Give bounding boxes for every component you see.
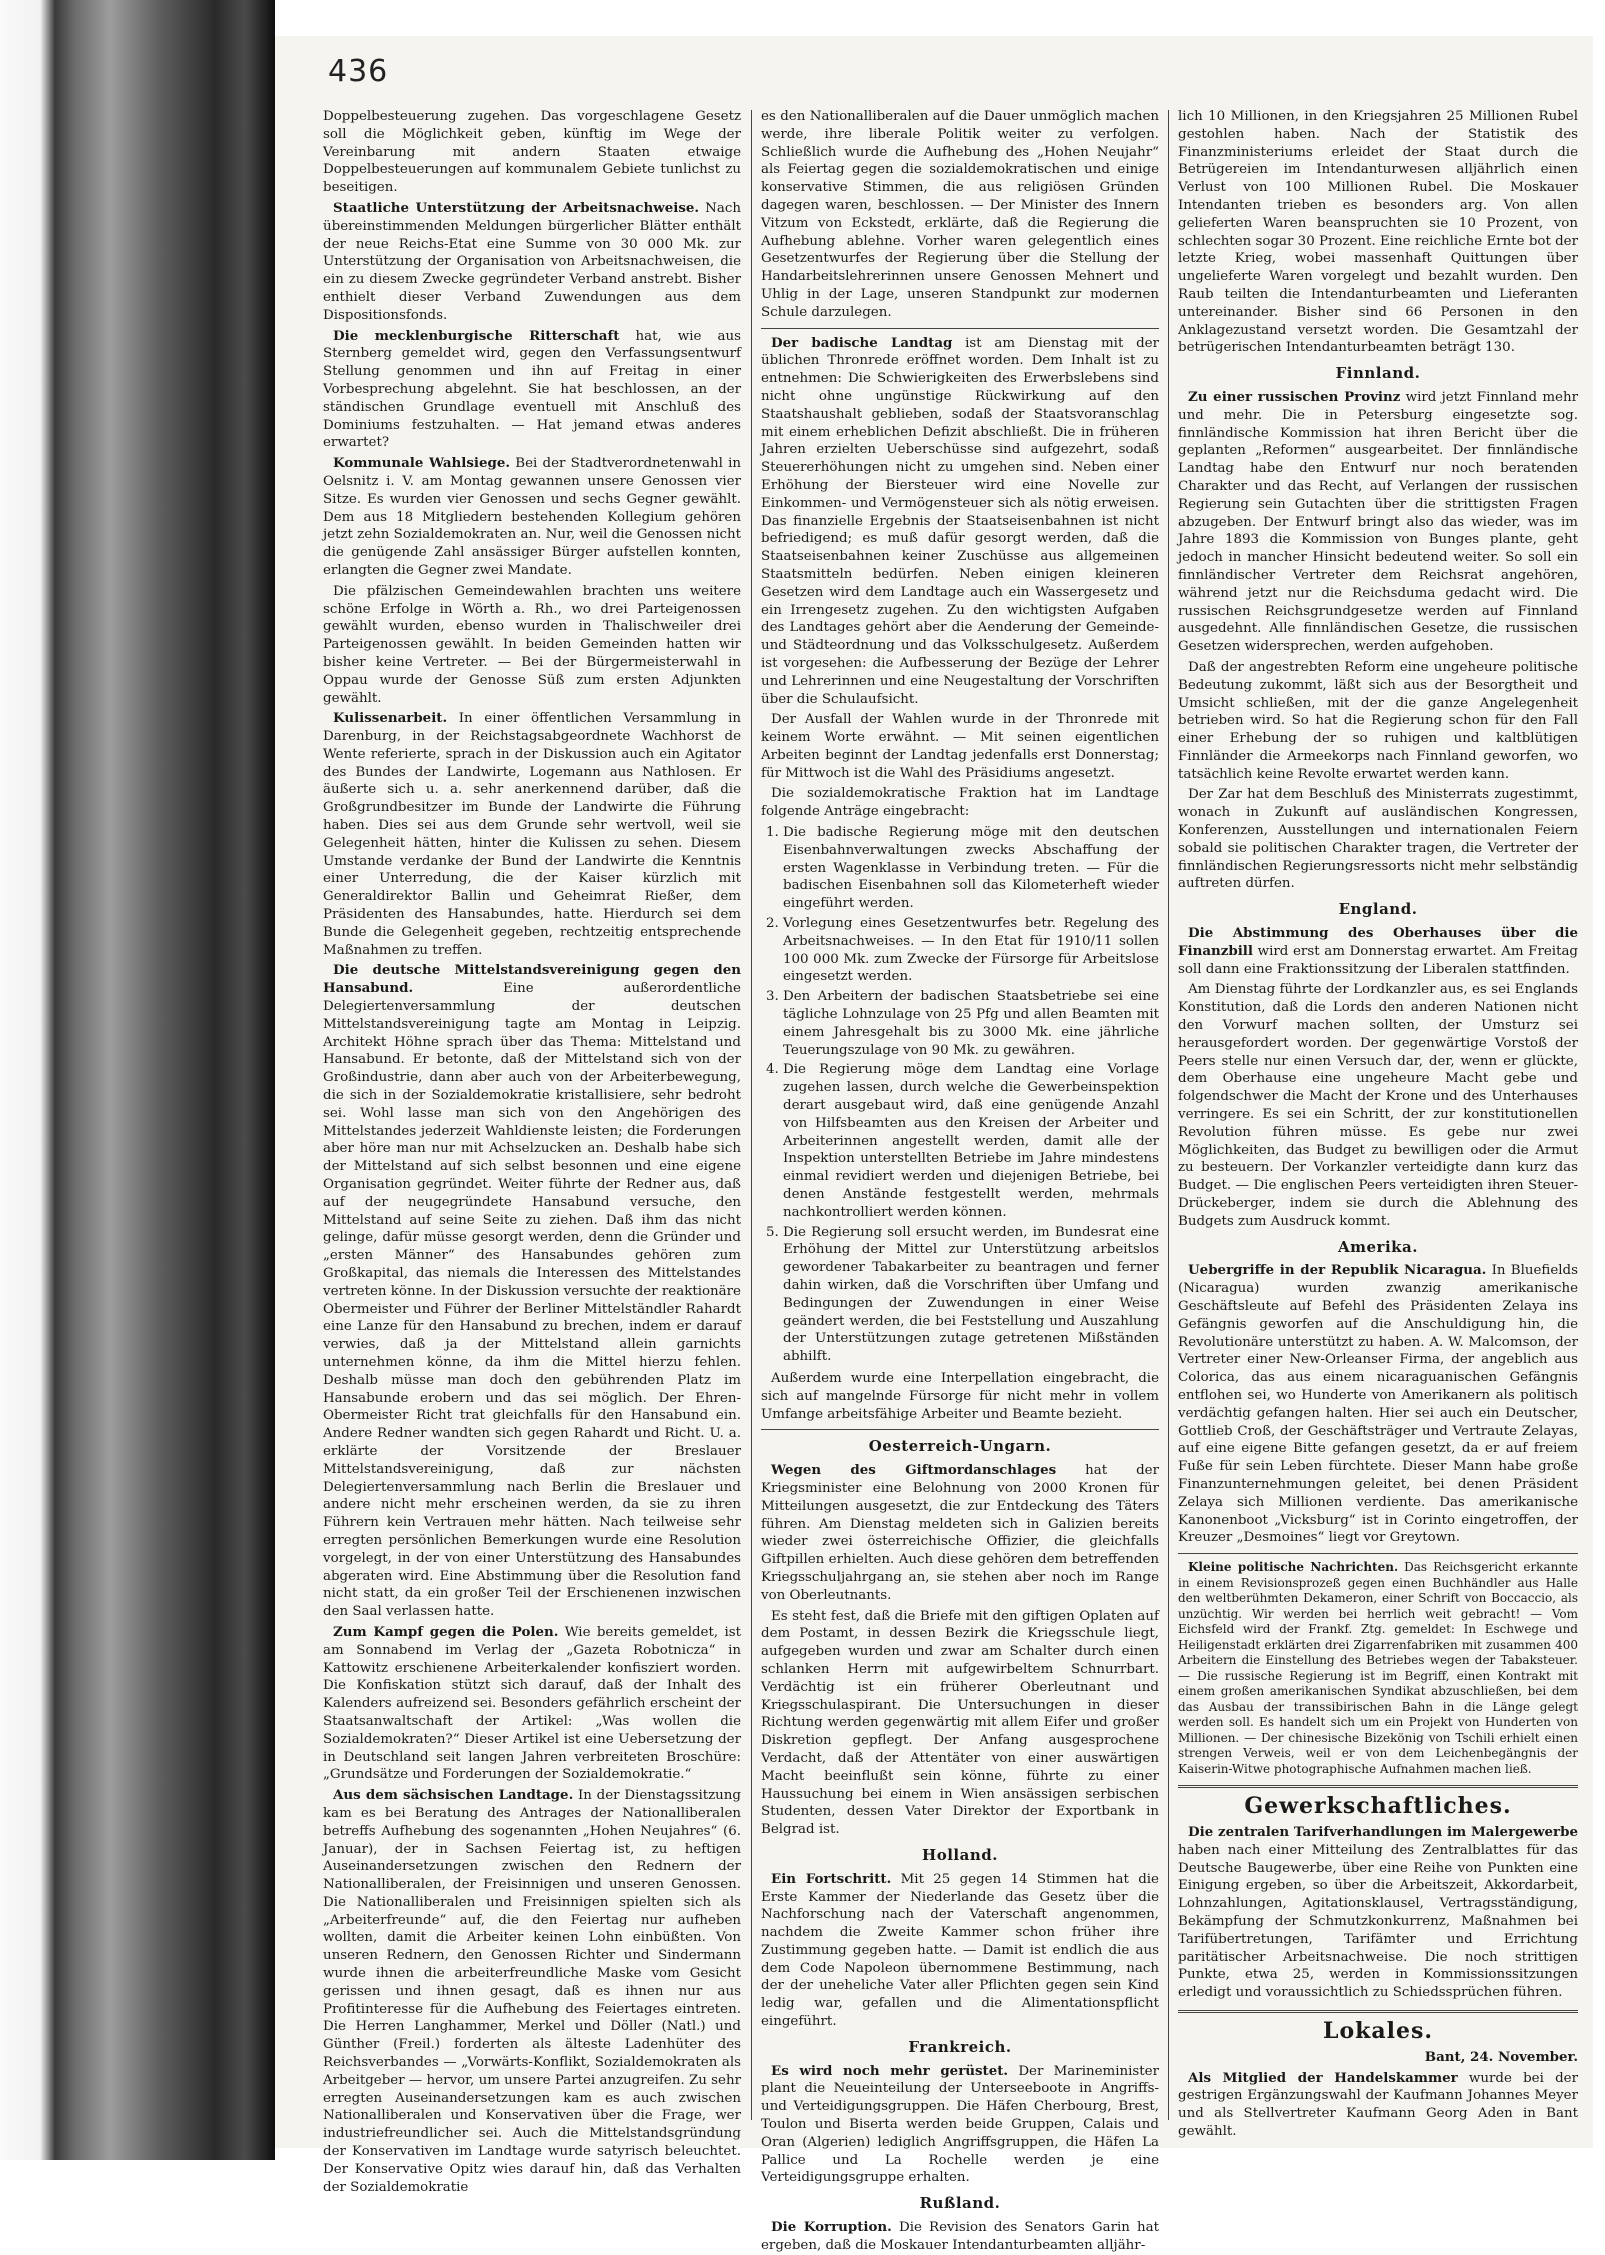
article [1178,1560,1578,1777]
article [323,1624,741,1784]
divider [1178,1553,1578,1554]
divider [1178,1785,1578,1788]
article-heading: Aus dem sächsischen Landtage. [333,1787,574,1804]
article-text: Die pfälzischen Gemeindewahlen brachten uns weitere schöne Erfolge in Wörth a. Rh., wo drei Parteigenossen gewählt wurden, ebenso wurden in Thalischweiler drei Parteigenossen gewählt. In beiden Gemeinden hatten wir bisher keine Vertreter. — Bei der Bürgermeisterwahl in Oppau wurde der Genosse Süß zum ersten Adjunkten gewählt. [323,583,741,706]
list-item: 3. Den Arbeitern der badischen Staatsbetriebe sei eine tägliche Lohnzulage von 25 Pfg und allen Beamten mit einem Jahresgehalt bis zu 3000 Mk. eine jährliche Teuerungszulage von 90 Mk. zu gewähren. [783,988,1159,1059]
column-3 [1178,108,1578,2138]
motion-list [761,824,1159,1366]
article-text: Bei der Stadtverordnetenwahl in Oelsnitz i. V. am Montag gewannen unsere Genossen vier Sitze. Es wurden vier Genossen und sechs Gegner gewählt. Dem aus 18 Mitgliedern bestehenden Kollegium gehören jetzt zehn Sozialdemokraten an. Nur, weil die Genossen nicht die genügende Zahl ansässiger Bürger aufstellen konnten, erlangten die Gegner zwei Mandate. [323,456,741,578]
article-text: wird jetzt Finnland mehr und mehr. Die in Petersburg eingesetzte sog. finnländische Kommission hat ihren Bericht über die geplanten „Reformen“ ausgearbeitet. Der finnländische Landtag habe den Entwurf nur noch beratenden Charakter und das Recht, auf Verlangen der russischen Regierung sein Gutachten über die strittigsten Fragen abzugeben. Der Entwurf bringt also das wieder, was im Jahre 1893 die Kommission von Bunges plante, geht jedoch in mancher Hinsicht bedeutend weiter. So soll ein finnländischer Vertreter dem Reichsrat angehören, während jetzt nur die Reichsduma gedacht wird. Die russischen Reichsgrundgesetze werden auf Finnland ausgedehnt. Alle finnländischen Gesetze, die russischen Gesetzen widersprechen, werden aufgehoben. [1178,389,1578,655]
page-number: 436 [328,54,389,89]
column-1 [323,108,741,2195]
article-text: Nach übereinstimmenden Meldungen bürgerlicher Blätter enthält der neue Reichs-Etat eine Summe von 30 000 Mk. zur Unterstützung der Organisation von Arbeitsnachweisen, die ein zu diesem Zwecke gegründeter Verband anstrebt. Bisher enthielt dieser Verband Zuwendungen aus dem Dispositionsfonds. [323,200,741,323]
divider [1178,2010,1578,2013]
article [1178,1824,1578,2002]
article-text: Mit 25 gegen 14 Stimmen hat die Erste Kammer der Niederlande das Gesetz über die Nachforschung nach der Vaterschaft angenommen, nachdem die Zweite Kammer schon früher ihre Zustimmung gegeben hatte. — Damit ist endlich die aus dem Code Napoleon übernommene Bestimmung, nach der der uneheliche Vater aller Pflichten gegen sein Kind ledig war, gefallen und die Alimentationspflicht eingeführt. [761,1871,1159,2030]
article-heading: Wegen des Giftmordanschlages [771,1462,1057,1479]
newspaper-page [275,36,1593,2253]
list-item: 1. Die badische Regierung möge mit den deutschen Eisenbahnverwaltungen zwecks Abschaffung der ersten Wagenklasse in Verbindung treten. — Für die badischen Eisenbahnen soll das Kilometerheft wieder eingeführt werden. [783,824,1159,913]
column-rule [751,110,752,2120]
article-text: Doppelbesteuerung zugehen. Das vorgeschlagene Gesetz soll die Möglichkeit geben, künftig im Wege der Vereinbarung mit andern Staaten etwaige Doppelbesteuerungen auf kommunalem Gebiete tunlichst zu beseitigen. [323,109,741,196]
section-heading: Finnland. [1335,364,1421,383]
article-text: es den Nationalliberalen auf die Dauer unmöglich machen werde, ihre liberale Politik weiter zu verfolgen. Schließlich wurde die Aufhebung des „Hohen Neujahr“ als Feiertag gegen die sozialdemokratischen und einige konservative Stimmen, die aus religiösen Gründen dagegen waren, beschlossen. — Der Minister des Innern Vitzum von Eckstedt, erklärte, daß die Regierung die Aufhebung ablehne. Vorher waren gelegentlich eines Gesetzentwurfes der Regierung über die Stellung der Handarbeitslehrerinnen unsere Genossen Mehnert und Uhlig in der Lage, unseren Standpunkt zur modernen Schule darzulegen. [761,109,1159,320]
article [1178,2070,1578,2141]
article [761,2063,1159,2188]
article [1178,389,1578,656]
section-heading: England. [1338,900,1418,919]
article [761,1871,1159,2031]
list-item: 2. Vorlegung eines Gesetzentwurfes betr. Regelung des Arbeitsnachweises. — In den Etat für 1910/11 sollen 100 000 Mk. zum Zwecke der Fürsorge für Arbeitslose eingesetzt werden. [783,915,1159,986]
article [323,200,741,325]
article-text: wird erst am Donnerstag erwartet. Am Freitag soll dann eine Fraktionssitzung der Liberalen stattfinden. [1178,943,1578,977]
article-heading: Ein Fortschritt. [771,1870,892,1887]
section-heading: Holland. [922,1845,998,1864]
article-text: wurde bei der gestrigen Ergänzungswahl der Kaufmann Johannes Meyer und als Stellvertreter Kaufmann Georg Aden in Bant gewählt. [1178,2070,1578,2139]
article-heading: Als Mitglied der Handelskammer [1188,2069,1458,2086]
article-heading: Die mecklenburgische Ritterschaft [333,327,620,344]
article-text: Wie bereits gemeldet, ist am Sonnabend im Verlag der „Gazeta Robotnicza“ in Kattowitz erschienene Arbeiterkalender konfisziert worden. Die Konfiskation stützt sich darauf, daß der Inhalt des Kalenders aufreizend sei. Besonders gefährlich erscheint der Staatsanwaltschaft der Artikel: „Was wollen die Sozialdemokraten?“ Dieser Artikel ist eine Uebersetzung der in Deutschland seit langen Jahren verbreiteten Broschüre: „Grundsätze und Forderungen der Sozialdemokratie.“ [323,1624,741,1783]
article-heading: Die Abstimmung des Oberhauses über die Finanzbill [1178,925,1578,959]
section-heading: Frankreich. [908,2037,1012,2056]
article-text: Am Dienstag führte der Lordkanzler aus, es sei Englands Konstitution, daß die Lords den anderen Nationen nicht den Vorwurf machen sollten, der Umsturz sei herausgefordert worden. Der gegenwärtige Vorstoß der Peers stelle nur einen Versuch dar, der, wenn er glückte, dem Oberhause eine ungeheure Macht gebe und folgendschwer die Macht der Krone und des Unterhauses verringere. Es sei ein Schritt, der zur konstitutionellen Revolution führen müsse. Es gebe nur zwei Möglichkeiten, das Budget zu bewilligen oder die Armut zu besteuern. Der Vorkanzler verteidigte dann kurz das Budget. — Die englischen Peers verteidigten ihren Steuer-Drückeberger, indem sie durch die Ablehnung des Budgets zum Ausdruck kommt. [1178,982,1578,1229]
article-heading: Der badische Landtag [771,334,953,351]
article [323,962,741,1620]
article-heading: Kulissenarbeit. [333,710,448,727]
article-heading: Die zentralen Tarifverhandlungen im Malergewerbe [1188,1823,1578,1840]
article-text: lich 10 Millionen, in den Kriegsjahren 25 Millionen Rubel gestohlen haben. Nach der Statistik des Finanzministeriums erleidet der Staat durch die Betrügereien im Intendanturwesen alljährlich einen Verlust von 100 Millionen Rubel. Die Moskauer Intendanten trieben es besonders arg. Von allen gelieferten Waren beanspruchten sie 10 Prozent, von schlechten sogar 30 Prozent. Eine reichliche Ernte bot der letzte Krieg, wobei massenhaft Quittungen über ungelieferte Waren vorgelegt und bezahlt wurden. Den Raub teilten die Intendanturbeamten und Lieferanten untereinander. Bisher sind 66 Personen in den Anklagezustand versetzt worden. Die Gesamtzahl der betrügerischen Intendanturbeamten beträgt 130. [1178,109,1578,356]
article [761,1462,1159,1604]
article-heading: Die Korruption. [771,2219,892,2236]
article [1178,925,1578,978]
column-2 [761,108,1159,2253]
article-heading: Kommunale Wahlsiege. [333,455,511,472]
article-text: Der Marineminister plant die Neueinteilung der Unterseeboote in Angriffs- und Verteidigungsgruppen. Die Häfen Cherbourg, Brest, Toulon und Biserta werden beide Gruppen, Calais und Oran (Algerien) lediglich Angriffsgruppen, die Häfen La Pallice und La Rochelle werden je eine Verteidigungsgruppe erhalten. [761,2063,1159,2186]
section-heading: Amerika. [1338,1237,1418,1256]
column-rule [1168,110,1169,2120]
article-text: Eine außerordentliche Delegiertenversammlung der deutschen Mittelstandsvereinigung tagte am Montag in Leipzig. Architekt Höhne sprach über das Thema: Mittelstand und Hansabund. Er betonte, daß der Mittelstand sich von der Großindustrie, dann aber auch von der Arbeiterbewegung, die sich in der Sozialdemokratie kristallisiere, sehr bedroht sei. Wohl lasse man sich von den Angehörigen des Mittelstandes jederzeit Wahldienste leisten; die Forderungen aber höre man nur mit Achselzucken an. Deshalb habe sich der Mittelstand auf sich selbst besonnen und eine eigene Organisation gegründet. Weiter führte der Redner aus, daß auf der neugegründete Hansabund versuche, den Mittelstand auf seine Seite zu ziehen. Daß ihm das nicht gelinge, dafür müsse gesorgt werden, denn die Gründer und „ersten Männer“ des Hansabundes gehören zum Großkapital, das niemals die Interessen des Mittelstandes vertreten könne. In der Diskussion versuchte der reaktionäre Obermeister und Führer der Berliner Mittelständler Rahardt eine Lanze für den Hansabund zu brechen, indem er darauf verwies, daß ja der Mittelstand allein garnichts unternehmen könne, da ihm die Mittel hierzu fehlen. Deshalb müsse man doch den gebührenden Platz im Hansabunde erobern und das sei möglich. Der Ehren-Obermeister Richt trat gleichfalls für den Hansabund ein. Andere Redner wandten sich gegen Rahardt und Richt. U. a. erklärte der Vorsitzende der Breslauer Mittelstandsvereinigung, daß zur nächsten Delegiertenversammlung nach Berlin die Breslauer und andere nicht mehr erscheinen werden, da sie zu ihren Führern kein Vertrauen mehr hätten. Nach teilweise sehr erregten persönlichen Bemerkungen wurde eine Resolution vorgelegt, in der von einer Unterstützung des Hansabundes abgeraten wird. Eine Abstimmung über die Resolution fand nicht statt, da ein großer Teil der Erschienenen inzwischen den Saal verlassen hatte. [323,981,741,1620]
article-text: Außerdem wurde eine Interpellation eingebracht, die sich auf mangelnde Fürsorge für nicht mehr in vollem Umfange arbeitsfähige Arbeiter und Beamte bezieht. [761,1370,1159,1422]
article-heading: Kleine politische Nachrichten. [1188,1560,1399,1575]
book-spine [0,0,275,2160]
article-text: In der Dienstagssitzung kam es bei Beratung des Antrages der Nationalliberalen betreffs Aufhebung des sogenannten „Hohen Neujahres“ (6. Januar), der in Sachsen Feiertag ist, zu heftigen Auseinandersetzungen zwischen den Rednern der Nationalliberalen, der Freisinnigen und unseren Genossen. Die Nationalliberalen und Freisinnigen spielten sich als „Arbeiterfreunde“ auf, die den Feiertag nur aufheben wollten, damit die Arbeiter keinen Lohn einbüßten. Von unseren Rednern, den Genossen Richter und Sindermann wurde ihnen die arbeiterfreundliche Maske vom Gesicht gerissen und ihnen gesagt, daß es ihnen nur aus Profitinteresse für die Aufhebung des Feiertages eintreten. Die Herren Langhammer, Merkel und Döller (Natl.) und Günther (Freil.) forderten als älteste Ladenhüter des Reichsverbandes — „Vorwärts-Konflikt, Sozialdemokraten als Arbeitgeber — hervor, um unsere Partei anzugreifen. Zu sehr erregten Auseinandersetzungen kam es auch zwischen Nationalliberalen und Konservativen über die Frage, wer industriefreundlicher sei. Auch die Mittelstandsgründung der Konservativen im Landtage wurde satyrisch beleuchtet. Der Konservative Opitz wies darauf hin, daß das Verhalten der Sozialdemokratie [323,1788,741,2195]
article-text: Der Ausfall der Wahlen wurde in der Thronrede mit keinem Worte erwähnt. — Mit seinen eigentlichen Arbeiten beginnt der Landtag jedenfalls erst Donnerstag; für Mittwoch ist die Wahl des Präsidiums angesetzt. [761,712,1159,781]
article-heading: Staatliche Unterstützung der Arbeitsnachweise. [333,199,700,216]
article-heading: Zu einer russischen Provinz [1188,388,1401,405]
article-text: Die sozialdemokratische Fraktion hat im Landtage folgende Anträge eingebracht: [761,786,1159,820]
list-item: 5. Die Regierung soll ersucht werden, im Bundesrat eine Erhöhung der Mittel zur Unterstützung arbeitslos gewordener Tabakarbeiter zu beantragen und ferner dahin wirken, daß die Vorschriften über Umfang und Bedingungen der Zuwendungen in einer Weise geändert werden, die bei Feststellung und Auszahlung der Unterstützungen zutage getretenen Mißständen abhilft. [783,1224,1159,1366]
article-text: Das Reichsgericht erkannte in einem Revisionsprozeß gegen einen Buchhändler aus Halle den weltberühmten Dekameron, einer Schrift von Boccaccio, als unzüchtig. Wir werden bei herrlich weit gebracht! — Vom Eichsfeld wird der Frankf. Ztg. gemeldet: In Eschwege und Heiligenstadt erklärten drei Zigarrenfabriken mit zusammen 400 Arbeitern die Einstellung des Betriebes wegen der Tabaksteuer. — Die russische Regierung ist im Begriff, einen Kontrakt mit einem großen amerikanischen Syndikat abzuschließen, bei dem das Ausbau der transsibirischen Bahn in die Länge gelegt werden soll. Es handelt sich um ein Projekt von Hunderten von Millionen. — Der chinesische Bizekönig von Tschili erhielt einen strengen Verweis, weil er von dem Leichenbegängnis der Kaiserin-Witwe photographische Aufnahmen machen ließ. [1178,1560,1578,1776]
section-heading: Gewerkschaftliches. [1244,1793,1512,1820]
article [761,335,1159,709]
article [761,2219,1159,2255]
article-text: hat, wie aus Sternberg gemeldet wird, gegen den Verfassungsentwurf Stellung genommen und ihn auf Freitag in einer Vorbesprechung abgelehnt. Sie hat beschlossen, an der ständischen Grundlage eventuell mit Anschluß des Dominiums festzuhalten. — Hat jemand etwas anderes erwartet? [323,328,741,451]
article-text: ist am Dienstag mit der üblichen Thronrede eröffnet worden. Dem Inhalt ist zu entnehmen: Die Schwierigkeiten des Erwerbslebens sind nicht ohne ungünstige Rückwirkung auf den Staatshaushalt geblieben, sodaß der Staatsvoranschlag mit einem erheblichen Defizit abschließt. Die in früheren Jahren erzielten Ueberschüsse sind aufgezehrt, sodaß Steuererhöhungen nicht zu umgehen sind. Neben einer Erhöhung der Biersteuer wird eine Novelle zur Einkommen- und Vermögensteuer sich als nötig erweisen. Das finanzielle Ergebnis der Staatseisenbahnen ist nicht befriedigend; es muß dafür gesorgt werden, daß die Staatseisenbahnen keiner Zuschüsse aus allgemeinen Staatsmitteln bedürfen. Neben einigen kleineren Gesetzen wird dem Landtage auch ein Wassergesetz und ein Irrengesetz zugehen. Zu den wichtigsten Aufgaben des Landtages gehört aber die Aenderung der Gemeinde- und Städteordnung und das Volksschulgesetz. Außerdem ist vorgesehen: die Aufbesserung der Bezüge der Lehrer und Lehrerinnen und eine Neugestaltung der Vorschriften über die Schulaufsicht. [761,335,1159,707]
article-text: haben nach einer Mitteilung des Zentralblattes für das Deutsche Baugewerbe, über eine Reihe von Punkten eine Einigung ergeben, so über die Arbeitszeit, Akkordarbeit, Lohnzahlungen, Agitationsklausel, Vertragsständigung, Bekämpfung der Schmutzkonkurrenz, Maßnahmen bei Tarifübertretungen, Tarifämter und Errichtung paritätischer Arbeitsnachweise. Die noch strittigen Punkte, etwa 25, werden in Kommissionssitzungen erledigt und voraussichtlich zu Schiedssprüchen führen. [1178,1842,1578,2001]
article [1178,1262,1578,1547]
divider [761,1429,1159,1430]
article-text: Die Revision des Senators Garin hat ergeben, daß die Moskauer Intendanturbeamten alljähr- [761,2220,1159,2253]
divider [761,328,1159,329]
article-text: Der Zar hat dem Beschluß des Ministerrats zugestimmt, wonach in Zukunft auf ausländischen Kongressen, Konferenzen, Ausstellungen und internationalen Feiern sobald sie politischen Charakter tragen, die Vertreter der finnländischen Regierungsressorts nicht mehr selbständig auftreten dürfen. [1178,787,1578,892]
article-heading: Uebergriffe in der Republik Nicaragua. [1188,1262,1487,1279]
article-text: hat der Kriegsminister eine Belohnung von 2000 Kronen für Mitteilungen ausgesetzt, die zur Entdeckung des Täters führen. Am Dienstag meldeten sich in Galizien bereits wieder zwei österreichische Offizier, die gleichfalls Giftpillen erhielten. Auch diese gehören dem betreffenden Kriegsschuljahrgang an, sie stehen aber noch im Range von Oberleutnants. [761,1463,1159,1603]
article [323,455,741,580]
section-heading: Lokales. [1322,2017,1434,2044]
article [323,1787,741,2196]
article-heading: Die deutsche Mittelstandsvereinigung gegen den Hansabund. [323,962,741,997]
dateline: Bant, 24. November. [1424,2048,1578,2065]
article [323,710,741,959]
article-text: Daß der angestrebten Reform eine ungeheure politische Bedeutung zukommt, läßt sich aus der Besorgtheit und Umsicht schließen, mit der die ganze Angelegenheit betrieben wird. So hat die Regierung schon für den Fall einer Erhebung der so ruhigen und kaltblütigen Finnländer die Armeekorps nach Finnland geworfen, wo tatsächlich keine Revolte erwartet werden kann. [1178,659,1578,782]
section-heading: Oesterreich-Ungarn. [868,1437,1052,1456]
article-text: In einer öffentlichen Versammlung in Darenburg, in der Reichstagsabgeordnete Wachhorst de Wente referierte, sprach in der Diskussion auch ein Agitator des Bundes der Landwirte, Logemann aus Nathlosen. Er äußerte sich u. a. sehr anerkennend darüber, daß die Großgrundbesitzer im Bunde der Landwirte die Führung haben. Dies sei aus dem Grunde sehr wertvoll, weil sie Gelegenheit hätten, hinter die Kulissen zu sehen. Diesem Umstande verdanke der Bund der Landwirte die Kenntnis einer Unterredung, die der Kaiser kürzlich mit Generaldirektor Ballin und Geheimrat Rießer, dem Präsidenten des Hansabundes, hatte. Hierdurch sei dem Bunde die Gelegenheit gegeben, rechtzeitig entsprechende Maßnahmen zu treffen. [323,711,741,958]
article-heading: Zum Kampf gegen die Polen. [333,1623,559,1640]
article-text: In Bluefields (Nicaragua) wurden zwanzig amerikanische Geschäftsleute auf Befehl des Präsidenten Zelaya ins Gefängnis geworfen auf die Anschuldigung hin, die Revolutionäre unterstützt zu haben. A. W. Malcomson, der Vertreter einer New-Orleanser Firma, der angeblich aus Colorica, das aus einem nicaraguanischen Gefängnis entflohen sei, wo Hunderte von Amerikanern als politisch verdächtig gefangen halten. Hier sei auch ein Deutscher, Gottlieb Croß, der Geschäftsträger und Vertraute Zelayas, auf eine eigene Bitte gefangen gesetzt, da er auf freiem Fuße für sein Leben fürchtete. Dieser Mann habe große Finanzunternehmungen geleitet, bei denen Präsident Zelaya sich Millionen verdiente. Das amerikanische Kanonenboot „Vicksburg“ ist in Corinto eingetroffen, der Kreuzer „Desmoines“ liegt vor Greytown. [1178,1263,1578,1546]
section-heading: Rußland. [919,2194,1001,2213]
article-heading: Es wird noch mehr gerüstet. [771,2062,1009,2079]
list-item: 4. Die Regierung möge dem Landtag eine Vorlage zugehen lassen, durch welche die Gewerbeinspektion derart ausgebaut wird, daß eine genügende Anzahl von Hilfsbeamten aus den Kreisen der Arbeiter und Arbeiterinnen angestellt werden, damit alle der Inspektion unterstellten Betriebe im Jahre mindestens einmal revidiert werden und diejenigen Betriebe, bei denen Anstände festgestellt werden, mehrmals nachkontrolliert werden können. [783,1061,1159,1221]
article-text: Es steht fest, daß die Briefe mit den giftigen Oplaten auf dem Postamt, in dessen Bezirk die Kriegsschule liegt, aufgegeben wurden und zwar am Schalter durch einen schlanken Herrn mit aufgewirbeltem Schnurrbart. Verdächtig ist ein früherer Oberleutnant und Kriegsschulaspirant. Die Untersuchungen in dieser Richtung werden gegenwärtig mit allem Eifer und großer Diskretion gepflegt. Der Anfang ausgesprochene Verdacht, daß der Attentäter von einer auswärtigen Macht beeinflußt sein könne, führte zu einer Haussuchung bei einem in Wien ansässigen serbischen Studenten, dessen Vater Direktor der Exportbank in Belgrad ist. [761,1608,1159,1838]
article [323,328,741,453]
